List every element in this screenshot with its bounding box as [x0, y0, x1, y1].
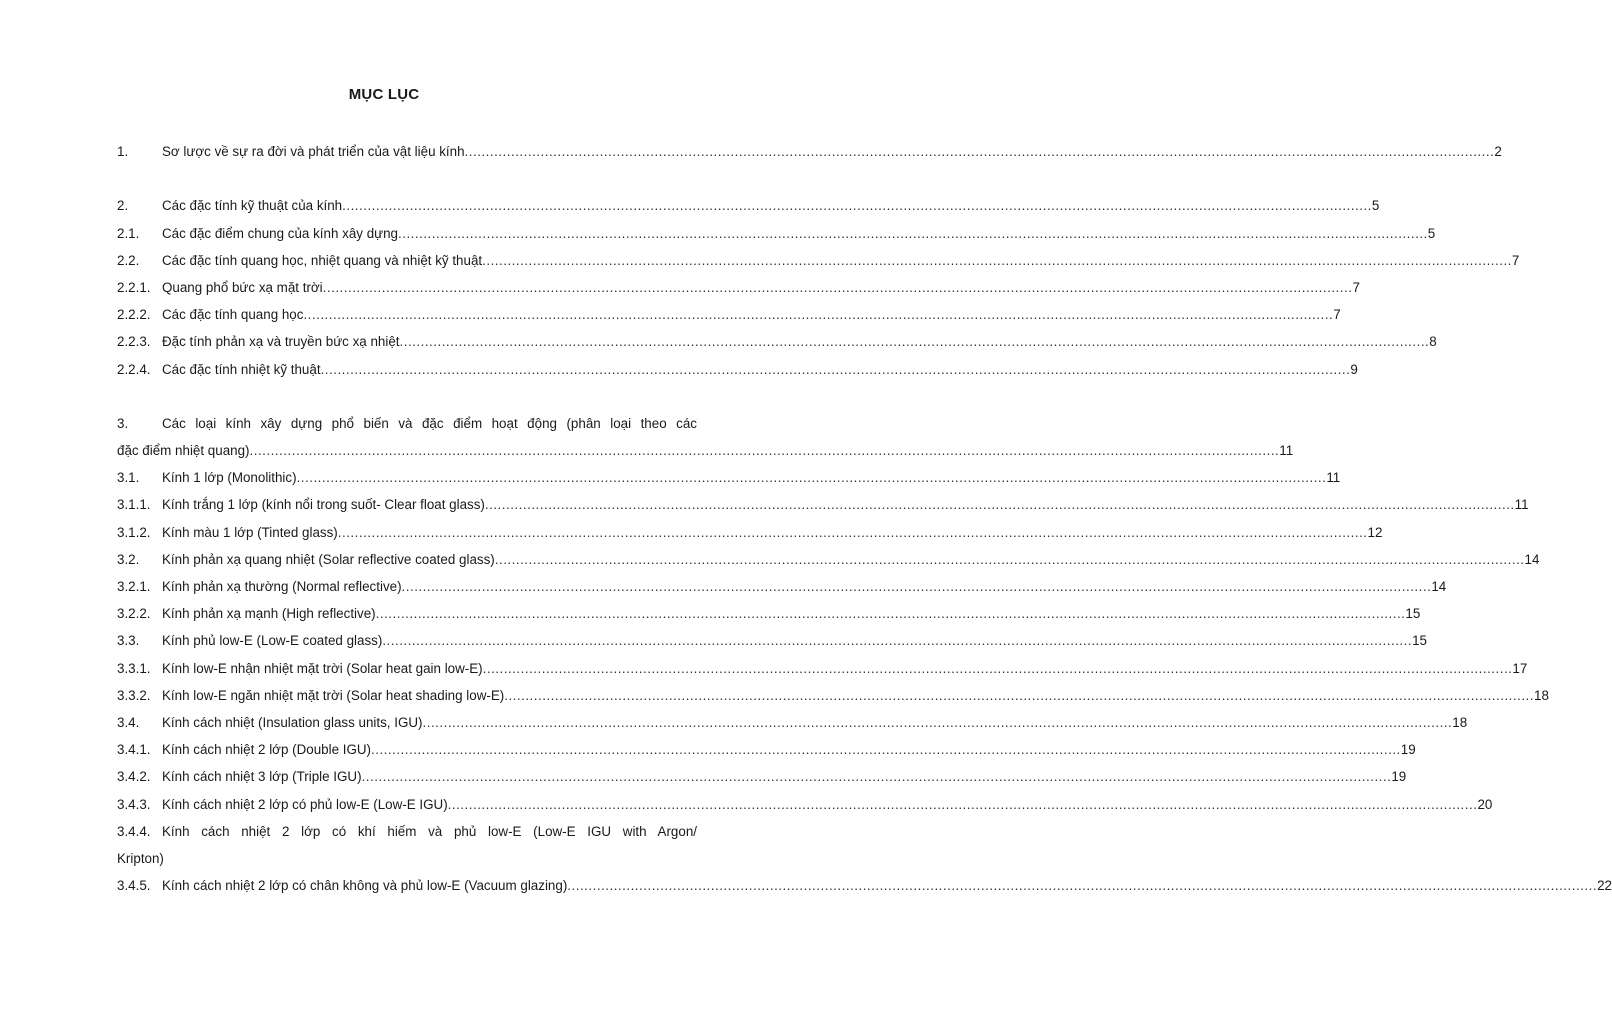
toc-entry-page: 11 [1514, 497, 1529, 513]
toc-entry-3-1-2 [117, 519, 1383, 546]
toc-entry-title: Kính cách nhiệt (Insulation glass units, IGU) [162, 714, 423, 730]
toc-entry-number: 1. [117, 144, 129, 159]
toc-entry-3-4-5 [117, 872, 1612, 899]
toc-entry-3-4-1 [117, 736, 1416, 763]
toc-entry-number: 3.3. [117, 633, 140, 649]
toc-entry-3-1 [117, 464, 1341, 491]
section-gap [117, 165, 697, 192]
toc-entry-title: Kính màu 1 lớp (Tinted glass) [162, 524, 338, 540]
toc-entry-page: 2 [1494, 144, 1502, 159]
toc-entry-3-4-4-line1 [117, 818, 697, 845]
toc-entry-3-3-2 [117, 682, 1549, 709]
toc-entry-title: Các đặc điểm chung của kính xây dựng [162, 225, 398, 241]
toc-entry-page: 18 [1534, 687, 1549, 703]
toc-entry-title: Quang phổ bức xạ mặt trời [162, 279, 323, 295]
dot-leader [297, 464, 1327, 491]
dot-leader [338, 519, 1368, 546]
toc-entry-page: 8 [1429, 334, 1437, 350]
dot-leader [567, 872, 1597, 899]
toc-entry-page: 9 [1350, 361, 1358, 377]
toc-entry-title: Kính 1 lớp (Monolithic) [162, 470, 297, 486]
toc-entry-title: Kính cách nhiệt 2 lớp có khí hiếm và phủ low-E (Low-E IGU with Argon/ [162, 823, 697, 839]
toc-entry-page: 18 [1452, 714, 1468, 730]
dot-leader [376, 600, 1406, 627]
toc-entry-title: Kính low-E ngăn nhiệt mặt trời (Solar heat shading low-E) [162, 687, 505, 703]
toc-entry-3-2-2 [117, 600, 1421, 627]
dot-leader [303, 301, 1333, 328]
toc-entry-2-2 [117, 247, 1520, 274]
toc-entry-number: 2.2. [117, 252, 140, 268]
toc-entry-number: 3.1.1. [117, 497, 151, 513]
toc-entry-3-line2 [117, 437, 1294, 464]
dot-leader [398, 220, 1428, 247]
toc-entry-title: Kính phản xạ mạnh (High reflective) [162, 606, 376, 622]
toc-entry-number: 3.1.2. [117, 524, 151, 540]
toc-entry-3-line1 [117, 410, 697, 437]
toc-entry-page: 7 [1333, 307, 1341, 323]
toc-entry-page: 12 [1367, 524, 1383, 540]
toc-entry-page: 19 [1400, 742, 1416, 758]
dot-leader [250, 437, 1280, 464]
toc-entry-title: Sơ lược về sự ra đời và phát triển của vật liệu kính [162, 144, 465, 159]
dot-leader [483, 655, 1513, 682]
toc-entry-page: 11 [1279, 443, 1294, 459]
toc-entry-title: Kính cách nhiệt 2 lớp có chân không và phủ low-E (Vacuum glazing) [162, 878, 568, 894]
toc-entry-2 [117, 192, 1380, 219]
toc-entry-title: Các đặc tính quang học [162, 307, 304, 323]
toc-entry-3-3-1 [117, 655, 1528, 682]
toc-entry-title: Kính trắng 1 lớp (kính nổi trong suốt- Clear float glass) [162, 497, 485, 513]
toc-entry-title: Đặc tính phản xạ và truyền bức xạ nhiệt [162, 334, 400, 350]
toc-entry-3-2-1 [117, 573, 1447, 600]
dot-leader [465, 138, 1495, 165]
toc-entry-number: 3.4.3. [117, 796, 151, 812]
toc-entry-title: Các đặc tính quang học, nhiệt quang và nhiệt kỹ thuật [162, 252, 483, 268]
toc-entry-page: 17 [1512, 660, 1528, 676]
dot-leader [362, 763, 1392, 790]
dot-leader [485, 491, 1515, 518]
toc-entry-title: Kính cách nhiệt 3 lớp (Triple IGU) [162, 769, 362, 785]
toc-entry-title: Các đặc tính nhiệt kỹ thuật [162, 361, 321, 377]
toc-entry-number: 3.2.2. [117, 606, 151, 622]
dot-leader [400, 328, 1430, 355]
toc-entry-page: 20 [1477, 796, 1493, 812]
toc-entry-title: Kính phủ low-E (Low-E coated glass) [162, 633, 383, 649]
toc-entry-page: 14 [1524, 551, 1540, 567]
toc-entry-page: 5 [1371, 198, 1380, 214]
dot-leader [342, 192, 1372, 219]
toc-entry-number: 3.2.1. [117, 579, 151, 595]
toc-entry-page: 5 [1427, 225, 1436, 241]
dot-leader [423, 709, 1453, 736]
toc-entry-number: 3.4.4. [117, 823, 151, 839]
toc-entry-title: Kính cách nhiệt 2 lớp có phủ low-E (Low-E IGU) [162, 796, 448, 812]
toc-entry-1 [117, 138, 1502, 165]
toc-entry-2-2-1 [117, 274, 1360, 301]
toc-entry-title: Kính low-E nhận nhiệt mặt trời (Solar heat gain low-E) [162, 660, 483, 676]
toc-entry-3-4-2 [117, 763, 1407, 790]
dot-leader [323, 274, 1353, 301]
toc-entry-number: 2.2.4. [117, 361, 151, 377]
toc-entry-page: 14 [1431, 579, 1447, 595]
toc-entry-2-2-2 [117, 301, 1341, 328]
toc-entry-3-4 [117, 709, 1468, 736]
toc-entry-number: 3.1. [117, 470, 140, 486]
toc-entry-number: 3.3.2. [117, 687, 151, 703]
dot-leader [482, 247, 1512, 274]
toc-entry-page: 22 [1597, 878, 1612, 894]
toc-entry-page: 15 [1412, 633, 1427, 649]
dot-leader [495, 546, 1525, 573]
toc-entry-2-2-4 [117, 356, 1358, 383]
toc-entry-page: 7 [1352, 279, 1360, 295]
toc-entry-number: 2.1. [117, 225, 140, 241]
toc-entry-title: Các loại kính xây dựng phổ biến và đặc điểm hoạt động (phân loại theo các [162, 415, 697, 431]
toc-entry-page: 15 [1405, 606, 1421, 622]
toc-entry-3-3 [117, 627, 1427, 654]
toc-entry-3-1-1 [117, 491, 1529, 518]
toc-entry-title-continued: Kripton) [117, 850, 164, 866]
toc-entry-number: 3.4.5. [117, 878, 151, 894]
toc-entry-title-continued: đặc điểm nhiệt quang) [117, 443, 250, 459]
toc-entry-page: 19 [1391, 769, 1407, 785]
table-of-contents [117, 138, 1612, 899]
toc-entry-2-1 [117, 220, 1436, 247]
dot-leader [382, 627, 1412, 654]
toc-entry-title: Các đặc tính kỹ thuật của kính [162, 198, 343, 214]
toc-entry-number: 3.3.1. [117, 660, 151, 676]
toc-entry-number: 2.2.3. [117, 334, 151, 350]
toc-entry-number: 3.4.1. [117, 742, 151, 758]
toc-entry-number: 2.2.2. [117, 307, 151, 323]
toc-entry-number: 3.4. [117, 714, 140, 730]
toc-entry-3-4-4-line2 [117, 845, 697, 872]
toc-entry-title: Kính phản xạ thường (Normal reflective) [162, 579, 402, 595]
toc-entry-title: Kính cách nhiệt 2 lớp (Double IGU) [162, 742, 371, 758]
toc-entry-2-2-3 [117, 328, 1437, 355]
section-gap [117, 383, 697, 410]
dot-leader [321, 356, 1351, 383]
toc-entry-3-4-3 [117, 791, 1493, 818]
toc-entry-number: 3. [117, 415, 129, 431]
page-title: MỤC LỤC [348, 86, 420, 103]
toc-entry-number: 2.2.1. [117, 279, 151, 295]
toc-entry-number: 3.2. [117, 551, 140, 567]
dot-leader [448, 791, 1478, 818]
dot-leader [371, 736, 1401, 763]
toc-entry-page: 7 [1511, 252, 1520, 268]
dot-leader [402, 573, 1432, 600]
toc-entry-title: Kính phản xạ quang nhiệt (Solar reflective coated glass) [162, 551, 495, 567]
toc-entry-number: 2. [117, 198, 129, 214]
toc-entry-number: 3.4.2. [117, 769, 151, 785]
dot-leader [504, 682, 1534, 709]
toc-entry-3-2 [117, 546, 1540, 573]
toc-entry-page: 11 [1326, 470, 1341, 486]
